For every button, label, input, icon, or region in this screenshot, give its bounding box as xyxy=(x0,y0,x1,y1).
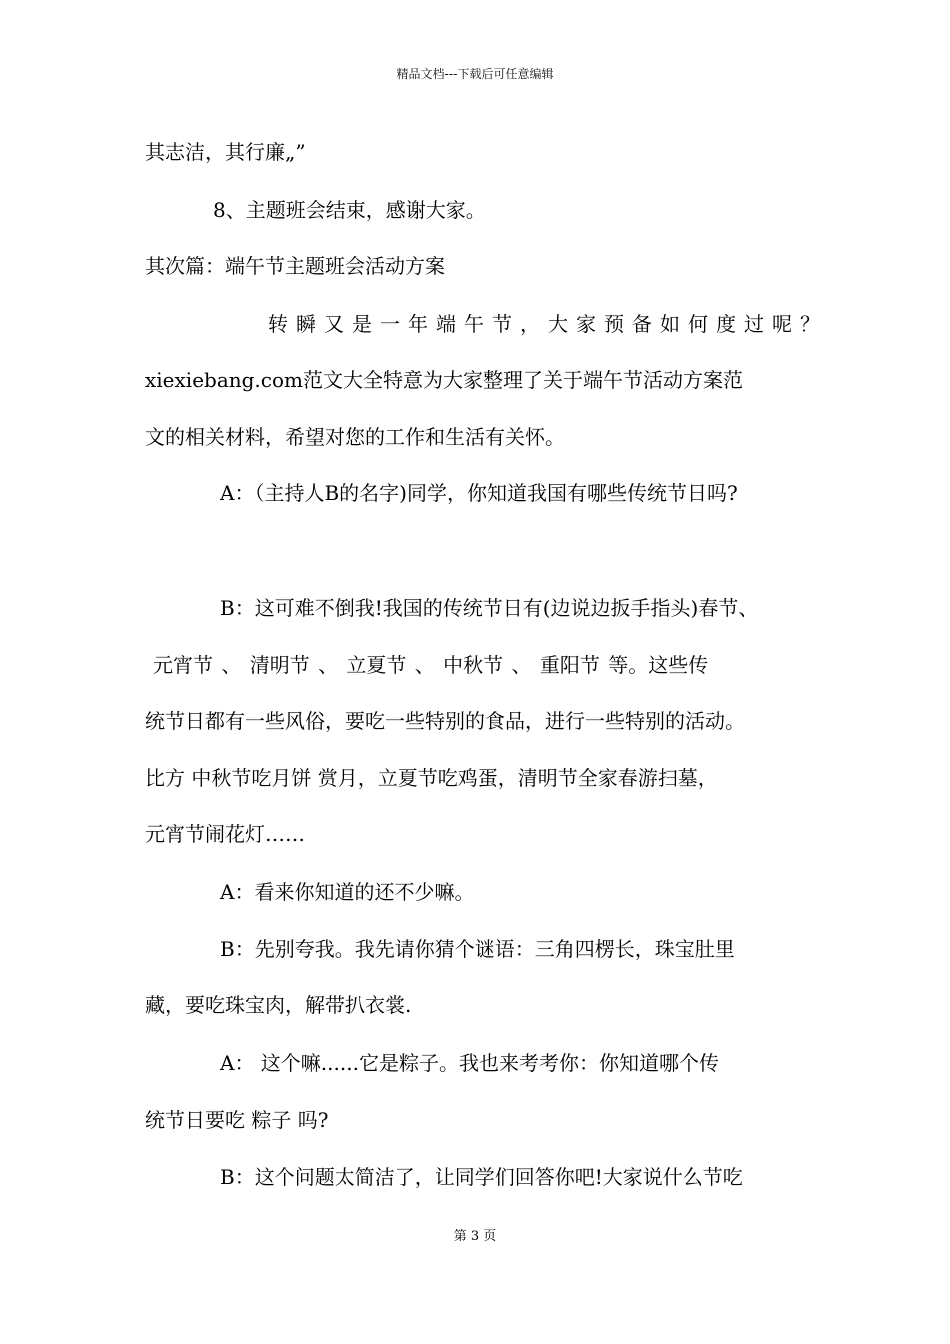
text-line: 元宵节闹花灯…… xyxy=(145,822,305,846)
text-line: xiexiebang.com范文大全特意为大家整理了关于端午节活动方案范 xyxy=(145,368,743,392)
dialogue-line: A：（主持人B的名字)同学，你知道我国有哪些传统节日吗? xyxy=(220,481,738,505)
dialogue-line: B：先别夸我。我先请你猜个谜语：三角四楞长，珠宝肚里 xyxy=(220,937,735,961)
dialogue-line: A： 这个嘛......它是粽子。我也来考考你：你知道哪个传 xyxy=(220,1051,719,1075)
text-line: 统节日都有一些风俗，要吃一些特别的食品，进行一些特别的活动。 xyxy=(145,709,745,733)
dialogue-line: B：这个问题太简洁了，让同学们回答你吧!大家说什么节吃 xyxy=(220,1165,743,1189)
text-line: 转瞬又是一年端午节，大家预备如何度过呢？ xyxy=(268,312,820,336)
text-line: 统节日要吃 粽子 吗? xyxy=(145,1108,329,1132)
dialogue-line: B：这可难不倒我!我国的传统节日有(边说边扳手指头)春节、 xyxy=(220,596,759,620)
text-line: 藏，要吃珠宝肉，解带扒衣裳. xyxy=(145,993,412,1017)
dialogue-line: A：看来你知道的还不少嘛。 xyxy=(220,880,475,904)
page-number: 第 3 页 xyxy=(453,1229,497,1244)
text-line: 其志洁，其行廉„” xyxy=(145,140,306,164)
text-line: 比方 中秋节吃月饼 赏月，立夏节吃鸡蛋，清明节全家春游扫墓， xyxy=(145,766,718,790)
page-header: 精品文档---下载后可任意编辑 xyxy=(396,67,554,81)
text-line: 8、主题班会结束，感谢大家。 xyxy=(213,198,486,222)
text-line: 元宵节 、 清明节 、 立夏节 、 中秋节 、 重阳节 等。这些传 xyxy=(153,653,709,677)
section-title: 其次篇：端午节主题班会活动方案 xyxy=(145,254,445,278)
text-line: 文的相关材料，希望对您的工作和生活有关怀。 xyxy=(145,425,565,449)
